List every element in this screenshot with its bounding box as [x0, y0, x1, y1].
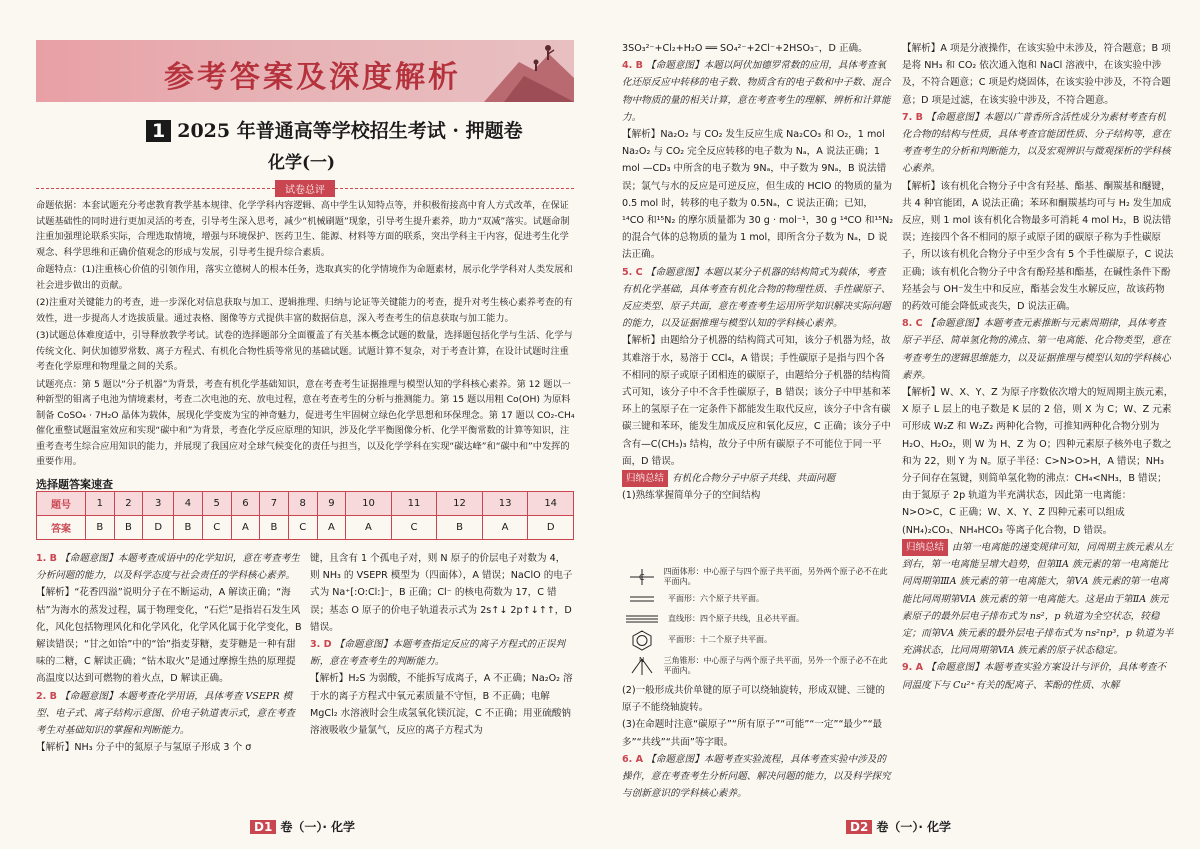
svg-text:N: N	[639, 656, 645, 664]
question-number: 5	[202, 492, 231, 516]
review-body	[36, 198, 576, 472]
answer-item	[902, 40, 1174, 109]
review-paragraph: 试题亮点：第 5 题以“分子机器”为背景，考查有机化学基础知识，意在考查考生证据推理与模型认知的学科核心素养。第 12 题以一种新型的钼离子电池为情境素材，考查二次电池的充、放电过程，意在考查考生的分析与推测能力。第 15 题以用粗 Co(OH) 为原料制备 CoSO₄ · 7H₂O 晶体为载体，展现化学变废为宝的神奇魅力，促进考生牢固树立绿色化学思想和环保理念。第 17 题以 CO₂-CH₄ 催化重整试题温室效应和实现“碳中和”为背景，考查化学反应原理的知识，涉及化学平衡图像分析、化学平衡常数的计算等知识，注重考查考生综合应用知识的能力，并展现了我国应对全球气候变化的责任与担当，以及化学学科在实现“碳达峰”和“碳中和”中发挥的重要作用。	[36, 378, 575, 467]
question-number: 13	[482, 492, 528, 516]
review-paragraph: (2)注重对关键能力的考查，进一步深化对信息获取与加工、逻辑推理、归纳与论证等关键能力的考查，提升对考生核心素养考查的有效性，进一步提高人才选拔质量。通过表格、图像等方式提供丰富的数据信息，深入考查考生的信息获取与加工能力。	[36, 297, 573, 324]
review-paragraph: 命题特点：(1)注重核心价值的引领作用，落实立德树人的根本任务，选取真实的化学情境作为命题素材，展示化学学科对人类发展和社会进步做出的贡献。	[36, 264, 573, 291]
ammonia-structure-icon	[622, 655, 658, 677]
answer-letter: D	[143, 516, 174, 540]
answer-item	[622, 487, 894, 504]
answer-tag: 5. C	[622, 266, 643, 278]
review-paragraph: 命题依据：本套试题充分考虑教育教学基本规律、化学学科内容逻辑、高中学生认知特点等，并积极衔接高中育人方式改革，在保证试题基础性的同时进行更加灵活的考查，引导考生深入思考，减少“机械刷题”现象，引导考生提升素养，助力“双减”落实。试题命制注重加强理论联系实际，合理选取情境，增强与环境保护、医药卫生、能源、材料等方面的联系，突出学科主干内容，促进考生化学观念、科学思维和正确价值观念的形成与发展，引导考生提升综合素质。	[36, 200, 570, 258]
answer-text: 【解析】“花香四溢”说明分子在不断运动，A 解读正确；“海枯”为海水的蒸发过程，属于物理变化，“石烂”是指岩石发生风化，风化包括物理风化和化学风化，化学风化属于化学变化，B 解读错误；“甘之如饴”中的“饴”指麦芽糖，麦芽糖是一种有甜味的二糖，C 解读正确；“钻木取火”是通过摩擦生热的原理提高温度以达到可燃物的着火点，D 解读正确。	[36, 587, 302, 685]
subject-title: 化学(一)	[268, 153, 336, 173]
structure-label: 三角锥形：中心原子与两个原子共平面，另外一个原子必不在此平面内。	[663, 656, 888, 675]
exam-title-text: 2025 年普通高等学校招生考试 · 押题卷	[177, 120, 523, 142]
question-number: 11	[391, 492, 437, 516]
answer-tag: 1. B	[36, 553, 57, 564]
summary-item	[622, 470, 894, 487]
structure-row	[622, 567, 892, 587]
question-number: 6	[231, 492, 260, 516]
answer-tag: 6. A	[622, 753, 644, 765]
answer-tag: 7. B	[902, 111, 923, 123]
page-number: D1	[250, 820, 276, 834]
benzene-structure-icon	[622, 629, 662, 651]
question-number: 3	[143, 492, 174, 516]
structure-row	[622, 629, 772, 651]
answer-item	[902, 384, 1174, 539]
answer-item	[622, 332, 894, 470]
answer-tag: 2. B	[36, 690, 57, 702]
exam-title	[146, 116, 523, 143]
answer-item	[902, 109, 1174, 178]
right-page	[600, 0, 1200, 849]
answer-letter: D	[528, 516, 574, 540]
methane-structure-icon	[622, 567, 658, 587]
structure-row	[622, 611, 804, 627]
summary-tag: 归纳总结	[622, 470, 668, 487]
ethylene-structure-icon	[622, 591, 662, 607]
answer-letter: A	[231, 516, 260, 540]
answer-item	[622, 40, 894, 57]
answer-text: 【命题意图】本题考查化学用语，具体考查 VSEPR 模型、电子式、离子结构示意图、价电子轨道表示式，意在考查考生对基础知识的掌握和判断能力。	[36, 690, 296, 737]
answer-item	[36, 550, 302, 584]
summary-item	[902, 539, 1174, 659]
answer-item	[902, 178, 1174, 316]
answer-table-caption: 选择题答案速查	[36, 478, 113, 491]
answer-text: 【解析】NH₃ 分子中的氮原子与氢原子形成 3 个 σ	[36, 742, 252, 754]
answer-text: 【解析】由题给分子机器的结构简式可知，该分子机器为烃，故其难溶于水，易溶于 CCl₄，A 错误；手性碳原子是指与四个各不相同的原子或原子团相连的碳原子，由题给分子机器的结构简式可知，该分子中不含手性碳原子，B 错误；该分子中甲基和苯环上的氢原子在一定条件下都能发生取代反应，该分子中含有碳碳三键和苯环，能发生加成反应和氧化反应，C 正确；该分子中含有—C(CH₃)₃ 结构，故分子中所有碳原子不可能位于同一平面，D 错误。	[622, 335, 891, 467]
answer-item	[310, 670, 574, 739]
answer-text: 【解析】Na₂O₂ 与 CO₂ 发生反应生成 Na₂CO₃ 和 O₂，1 mol Na₂O₂ 与 CO₂ 完全反应转移的电子数为 Nₐ，A 说法正确；1 mol —CD₃ 中所含的电子数为 9Nₐ，中子数为 9Nₐ，B 说法错误；氯气与水的反应是可逆反应，但生成的 HClO 的物质的量为 0.5 mol 时，转移的电子数为 0.5Nₐ，C 说法正确；已知，¹⁴CO 和¹⁵N₂ 的摩尔质量都为 30 g · mol⁻¹，30 g ¹⁴CO 和¹⁵N₂ 的混合气体的总物质的量为 1 mol，即所含分子数为 Nₐ，D 说法正确。	[622, 129, 894, 261]
answer-item	[310, 636, 574, 670]
answer-letter-row	[37, 516, 574, 540]
answer-letter: C	[202, 516, 231, 540]
right-column-1-tail	[622, 682, 894, 802]
answer-text: 【命题意图】本题考查指定反应的离子方程式的正误判断，意在考查考生的判断能力。	[310, 639, 565, 668]
answer-letter: B	[114, 516, 143, 540]
answer-text: 【解析】A 项是分液操作，在该实验中未涉及，符合题意；B 项是将 NH₃ 和 CO₂ 依次通入饱和 NaCl 溶液中，在该实验中涉及，不符合题意；C 项是灼烧固体，在该实验中涉及，不符合题意；D 项是过滤，在该实验中涉及，不符合题意。	[902, 43, 1171, 106]
question-number: 14	[528, 492, 574, 516]
answer-item	[36, 584, 302, 687]
answer-item	[902, 315, 1174, 384]
answer-text: 【命题意图】本题考查元素推断与元素周期律，具体考查原子半径、简单氢化物的沸点、第一电离能、化合物类型，意在考查考生的逻辑思维能力，以及证据推理与模型认知的学科核心素养。	[902, 318, 1171, 381]
answer-item	[36, 739, 302, 756]
review-paragraph: (3)试题总体难度适中，引导释放教学考试。试卷的选择题部分全面覆盖了有关基本概念试题的数量，选择题包括化学与生活、化学与传统文化、阿伏加德罗常数、离子方程式、有机化合物性质等常见的基础试题。试题计算不复杂，对于考查计算，在设计试题时注重考查化学原理和物理量之间的关系。	[36, 330, 573, 372]
answer-item	[310, 550, 574, 636]
answer-item	[36, 688, 302, 740]
answer-item	[622, 57, 894, 126]
answer-text: 【解析】该有机化合物分子中含有羟基、酯基、酮羰基和醚键，共 4 种官能团，A 说法正确；苯环和酮羰基均可与 H₂ 发生加成反应，则 1 mol 该有机化合物最多可消耗 4 mol H₂，B 说法错误；连接四个各不相同的原子或原子团的碳原子称为手性碳原子，所以该有机化合物分子中至少含有 5 个手性碳原子，C 说法正确；该有机化合物分子中含有酚羟基和酯基，在碱性条件下酚羟基会与 OH⁻发生中和反应，酯基会发生水解反应，故该药物的药效可能会降低或丧失，D 说法正确。	[902, 180, 1174, 313]
answer-text: 3SO₃²⁻+Cl₂+H₂O ══ SO₄²⁻+2Cl⁻+2HSO₃⁻，D 正确。	[622, 43, 868, 54]
left-column-2	[310, 550, 574, 739]
answer-tag: 3. D	[310, 639, 332, 651]
right-column-2	[902, 40, 1174, 694]
answer-text: 【命题意图】本题考查成语中的化学知识，意在考查考生分析问题的能力，以及科学态度与社会责任的学科核心素养。	[36, 553, 300, 582]
answer-letter: C	[391, 516, 437, 540]
row-label-answer: 答案	[37, 516, 86, 540]
answer-item	[902, 659, 1174, 693]
question-number: 4	[174, 492, 203, 516]
answer-text: 【解析】W、X、Y、Z 为原子序数依次增大的短周期主族元素，X 原子 L 层上的电子数是 K 层的 2 倍，则 X 为 C；W、Z 元素可形成 W₂Z 和 W₂Z₂ 两种化合物，可推知两种化合物分别为 H₂O、H₂O₂，则 W 为 H、Z 为 O；四种元素原子核外电子数之和为 22，则 Y 为 N。原子半径：C>N>O>H，A 错误；NH₃ 分子间存在氢键，则简单氢化物的沸点：CH₄<NH₃，B 错误；由于氮原子 2p 轨道为半充满状态，因此第一电离能：N>O>C，C 正确；W、X、Y、Z 四种元素可以组成 (NH₄)₂CO₃、NH₄HCO₃ 等离子化合物，D 错误。	[902, 387, 1174, 536]
summary-text: 有机化合物分子中原子共线、共面问题	[672, 473, 836, 485]
answer-letter: A	[482, 516, 528, 540]
structure-row	[622, 591, 764, 607]
question-number: 7	[260, 492, 289, 516]
answer-text: 【命题意图】本题考查实验流程，具体考查实验中涉及的操作，意在考查考生分析问题、解决问题的能力，以及科学探究与创新意识的学科核心素养。	[622, 753, 891, 800]
left-column-1	[36, 550, 302, 756]
answer-text: 【命题意图】本题考查实验方案设计与评价，具体考查不同温度下与 Cu²⁺有关的配离子、苯酚的性质、水解	[902, 662, 1166, 691]
right-column-1	[622, 40, 894, 565]
exam-number: 1	[146, 120, 171, 142]
answer-letter: A	[317, 516, 346, 540]
answer-text: 【解析】H₂S 为弱酸，不能拆写成离子，A 不正确；Na₂O₂ 溶于水的离子方程式中氧元素质量不守恒，B 不正确；电解 MgCl₂ 水溶液时会生成氢氧化镁沉淀，C 不正确；用亚硫酸钠溶液吸收少量氯气，反应的离子方程式为	[310, 673, 573, 737]
mountain-climber-illustration	[464, 40, 574, 102]
answer-number-row	[37, 492, 574, 516]
answer-item	[622, 716, 894, 750]
question-number: 9	[317, 492, 346, 516]
svg-text:C: C	[639, 573, 645, 582]
answer-letter: B	[86, 516, 115, 540]
right-footer	[846, 818, 951, 835]
question-number: 8	[288, 492, 317, 516]
answer-tag: 4. B	[622, 60, 643, 72]
title-banner	[36, 40, 574, 102]
answer-table	[36, 491, 574, 540]
question-number: 10	[346, 492, 392, 516]
answer-item	[622, 751, 894, 803]
molecule-structure-list	[622, 567, 892, 679]
answer-item	[622, 126, 894, 264]
page-number: D2	[846, 820, 872, 834]
summary-tag: 归纳总结	[902, 539, 948, 556]
footer-text: 卷（一）· 化学	[280, 820, 356, 834]
question-number: 2	[114, 492, 143, 516]
structure-row	[622, 655, 892, 677]
structure-label: 四面体形：中心原子与四个原子共平面，另外两个原子必不在此平面内。	[663, 567, 888, 586]
acetylene-structure-icon	[622, 611, 662, 627]
review-divider	[36, 181, 574, 195]
left-footer	[250, 818, 355, 835]
answer-letter: B	[437, 516, 483, 540]
answer-item	[622, 682, 894, 716]
review-label: 试卷总评	[275, 180, 335, 197]
footer-text: 卷（一）· 化学	[876, 820, 952, 834]
answer-letter: A	[346, 516, 392, 540]
answer-letter: B	[174, 516, 203, 540]
answer-text: (2)一般形成共价单键的原子可以绕轴旋转，形成双键、三键的原子不能绕轴旋转。	[622, 685, 886, 714]
answer-text: 键，且含有 1 个孤电子对，则 N 原子的价层电子对数为 4，则 NH₃ 的 VSEPR 模型为（四面体），A 错误；NaClO 的电子式为 Na⁺[:O:Cl:]⁻，B 正确；Cl⁻ 的核电荷数为 17，C 错误；基态 O 原子的价电子轨道表示式为 2s↑↓ 2p↑↓↑↑，D 错误。	[310, 553, 573, 633]
answer-text: (1)熟练掌握简单分子的空间结构	[622, 490, 761, 502]
row-label-question: 题号	[37, 492, 86, 516]
question-number: 12	[437, 492, 483, 516]
question-number: 1	[86, 492, 115, 516]
summary-text: 由第一电离能的递变规律可知，同周期主族元素从左到右，第一电离能呈增大趋势，但第ⅡA 族元素的第一电离能比同周期第ⅢA 族元素的第一电离能大，第ⅤA 族元素的第一电离能比同周期第ⅥA 族元素的第一电离能大。这是由于第ⅡA 族元素原子的最外层电子排布式为 ns²，p 轨道为全空状态，较稳定；而第ⅤA 族元素的最外层电子排布式为 ns²np³，p 轨道为半充满状态，比同周期第ⅥA 族元素的原子状态稳定。	[902, 541, 1174, 657]
answer-text: 【命题意图】本题以阿伏加德罗常数的应用，具体考查氧化还原反应中转移的电子数、物质含有的电子数和中子数、混合物中物质的量的相关计算，意在考查考生的理解、辨析和计算能力。	[622, 60, 891, 123]
answer-tag: 8. C	[902, 318, 923, 330]
banner-title: 参考答案及深度解析	[164, 60, 461, 95]
answer-text: (3)在命题时注意“碳原子”“所有原子”“可能”“一定”“最少”“最多”“共线”“共面”等字眼。	[622, 719, 883, 748]
answer-tag: 9. A	[902, 662, 924, 674]
answer-letter: C	[288, 516, 317, 540]
answer-text: 【命题意图】本题以广普香所含活性成分为素材考查有机化合物的结构与性质，具体考查官能团性质、分子结构等，意在考查考生的分析和判断能力，以及宏观辨识与微观探析的学科核心素养。	[902, 111, 1171, 175]
structure-label: 直线形：四个原子共线，且必共平面。	[668, 614, 804, 623]
answer-text: 【命题意图】本题以某分子机器的结构简式为载体，考查有机化学基础，具体考查有机化合物的物理性质、手性碳原子、反应类型、原子共面，意在考查考生运用所学知识解决实际问题的能力，以及证据推理与模型认知的学科核心素养。	[622, 266, 891, 330]
structure-label: 平面形：十二个原子共平面。	[668, 635, 772, 644]
answer-item	[622, 264, 894, 333]
structure-label: 平面形：六个原子共平面。	[668, 594, 764, 603]
answer-letter: B	[260, 516, 289, 540]
